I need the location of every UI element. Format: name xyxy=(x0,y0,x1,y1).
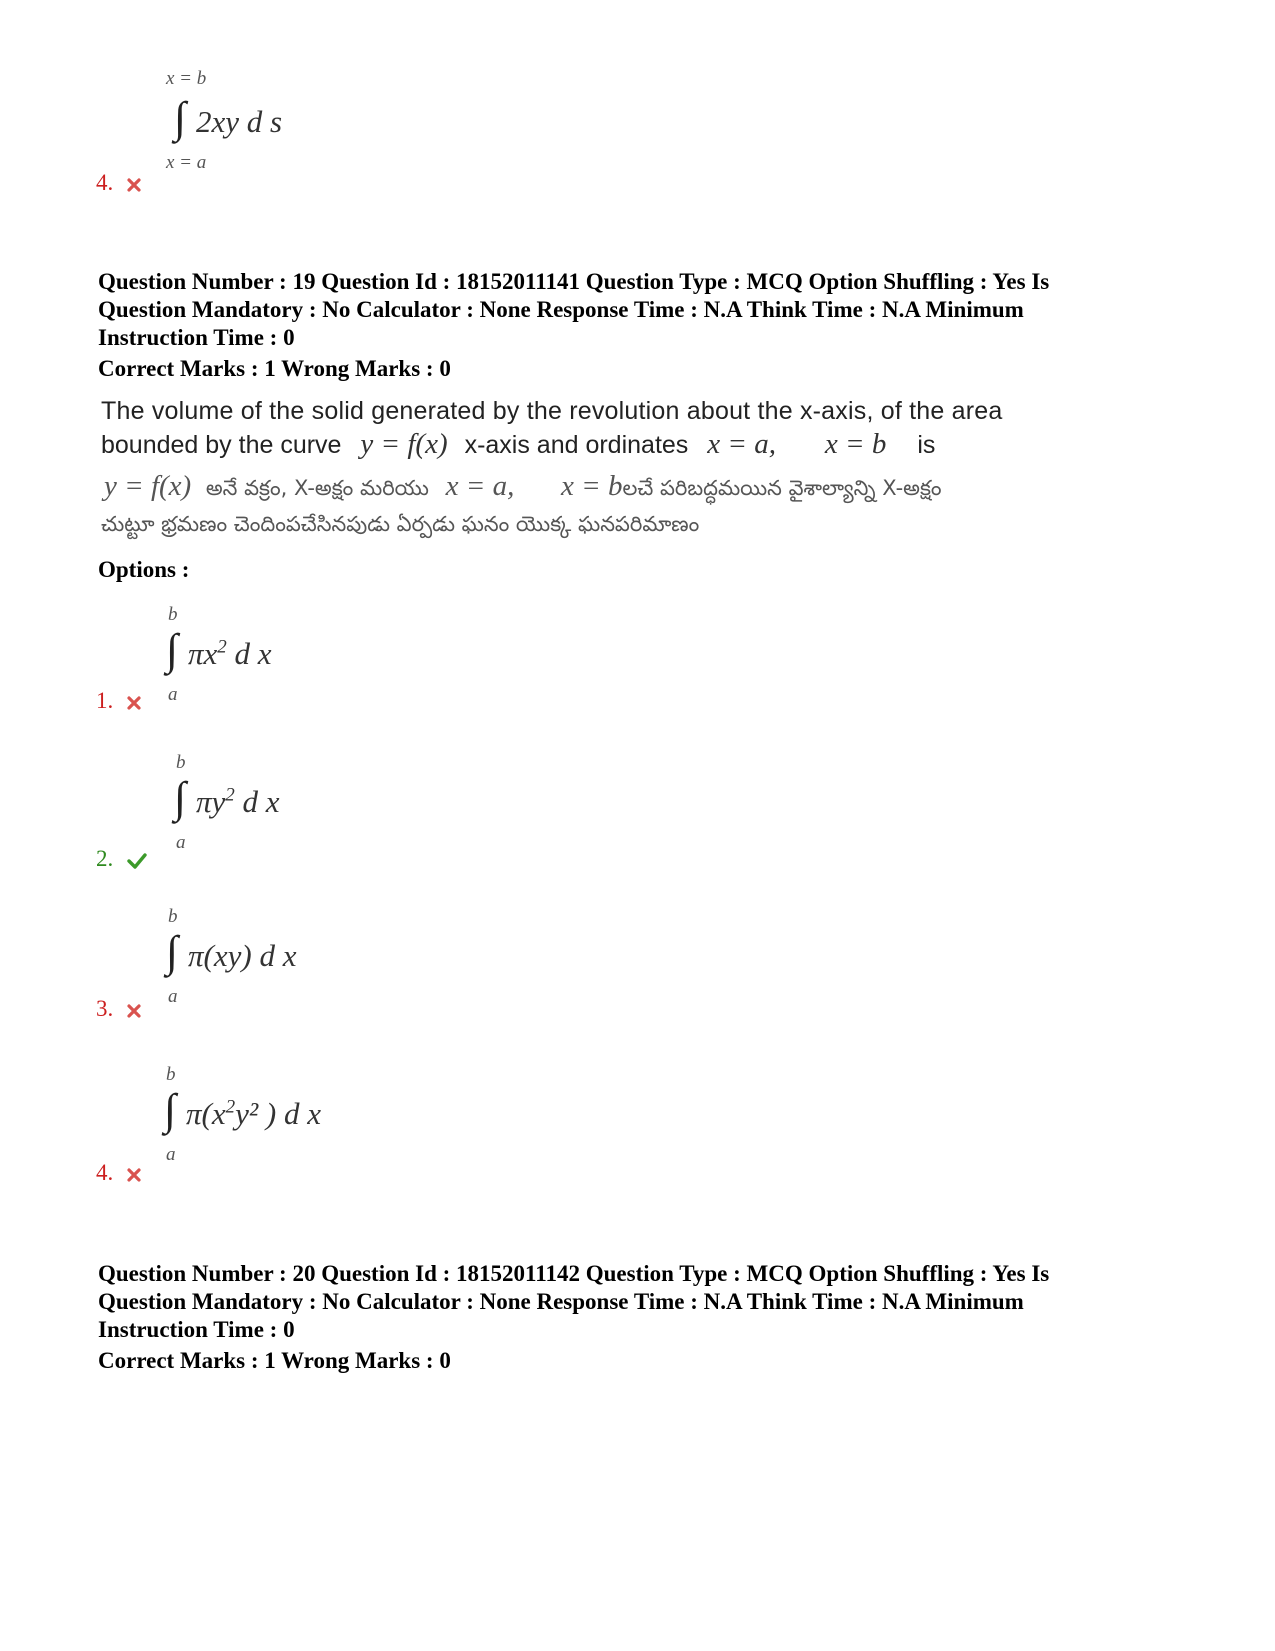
correct-check-icon xyxy=(127,853,147,869)
integral-upper-limit: b xyxy=(168,604,178,625)
q20-meta xyxy=(98,1260,1158,1344)
q19-option4-marker xyxy=(96,1160,141,1186)
q20-meta-line3: Instruction Time : 0 xyxy=(98,1317,295,1342)
prev-option4-marker xyxy=(96,170,141,196)
integral-body: $\pi x^2$ d x xyxy=(188,636,272,671)
q19-option2-integral xyxy=(174,752,394,862)
option-number: 3. xyxy=(96,996,114,1021)
integral-body: $\pi y^2$ d x xyxy=(196,784,280,819)
q19-text-line2 xyxy=(101,428,935,461)
q19-math-xb: x = b xyxy=(824,428,887,460)
q20-meta-line1: Question Number : 20 Question Id : 18152011142 Question Type : MCQ Option Shuffling : Yes Is xyxy=(98,1261,1050,1286)
q19-telugu-math: x = a, xyxy=(445,470,515,502)
q20-meta-line2: Question Mandatory : No Calculator : None Response Time : N.A Think Time : N.A Minimum xyxy=(98,1289,1024,1314)
q19-options-label: Options : xyxy=(98,557,190,582)
wrong-cross-icon xyxy=(127,178,141,192)
integral-lower-limit: a xyxy=(176,832,186,853)
q19-option3-integral xyxy=(166,906,406,1016)
option-number: 4. xyxy=(96,170,114,195)
q19-telugu-math: x = b xyxy=(561,470,623,502)
integral-upper-limit: b xyxy=(168,906,178,927)
wrong-cross-icon xyxy=(127,696,141,710)
prev-option4-integral xyxy=(166,68,366,178)
integral-lower-limit: a xyxy=(168,986,178,1007)
q19-text-part: x-axis and ordinates xyxy=(464,431,689,459)
q19-math-curve: y = f(x) xyxy=(360,428,448,460)
wrong-cross-icon xyxy=(127,1168,141,1182)
q19-option1-marker xyxy=(96,688,141,714)
integral-lower-limit: a xyxy=(168,684,178,705)
q19-text-part: is xyxy=(917,431,936,459)
integral-upper-limit: x = b xyxy=(166,68,207,89)
q19-telugu-part: అనే వక్రం, X-అక్షం మరియు xyxy=(205,476,429,500)
integral-body: 2xy d s xyxy=(196,104,283,139)
q19-meta-line3: Instruction Time : 0 xyxy=(98,325,295,350)
wrong-cross-icon xyxy=(127,1004,141,1018)
q19-text-line1: The volume of the solid generated by the revolution about the x-axis, of the area xyxy=(101,397,1003,425)
q19-option2-marker xyxy=(96,846,147,872)
q19-option1-integral xyxy=(166,604,386,714)
option-number: 2. xyxy=(96,846,114,871)
q19-telugu-part: లచే పరిబద్ధమయిన వైశాల్యాన్ని X-అక్షం xyxy=(622,476,942,500)
q19-meta xyxy=(98,268,1158,352)
integral-sign: ∫ xyxy=(174,773,187,822)
integral-sign: ∫ xyxy=(166,927,179,976)
integral-sign: ∫ xyxy=(164,1085,177,1134)
integral-sign: ∫ xyxy=(174,93,187,142)
integral-sign: ∫ xyxy=(166,625,179,674)
option-number: 4. xyxy=(96,1160,114,1185)
q19-meta-line1: Question Number : 19 Question Id : 18152011141 Question Type : MCQ Option Shuffling : Yes Is xyxy=(98,269,1050,294)
q19-telugu-line1 xyxy=(104,470,942,506)
q19-option4-integral xyxy=(164,1064,424,1174)
q19-telugu-line2: చుట్టూ భ్రమణం చెందింపచేసినపుడు ఏర్పడు ఘనం యొక్క ఘనపరిమాణం xyxy=(101,512,700,536)
integral-upper-limit: b xyxy=(166,1064,176,1085)
q19-marks: Correct Marks : 1 Wrong Marks : 0 xyxy=(98,356,451,381)
q19-math-xa: x = a, xyxy=(707,428,776,460)
q19-telugu-math: y = f(x) xyxy=(104,470,192,502)
integral-lower-limit: x = a xyxy=(166,152,207,173)
option-number: 1. xyxy=(96,688,114,713)
integral-body: $\pi(x^2y^2$ ) d x xyxy=(186,1096,322,1131)
integral-body: π(xy) d x xyxy=(188,938,297,973)
q20-marks: Correct Marks : 1 Wrong Marks : 0 xyxy=(98,1348,451,1373)
q19-option3-marker xyxy=(96,996,141,1022)
q19-text-part: bounded by the curve xyxy=(101,431,342,459)
integral-upper-limit: b xyxy=(176,752,186,773)
q19-meta-line2: Question Mandatory : No Calculator : None Response Time : N.A Think Time : N.A Minimum xyxy=(98,297,1024,322)
integral-lower-limit: a xyxy=(166,1144,176,1165)
